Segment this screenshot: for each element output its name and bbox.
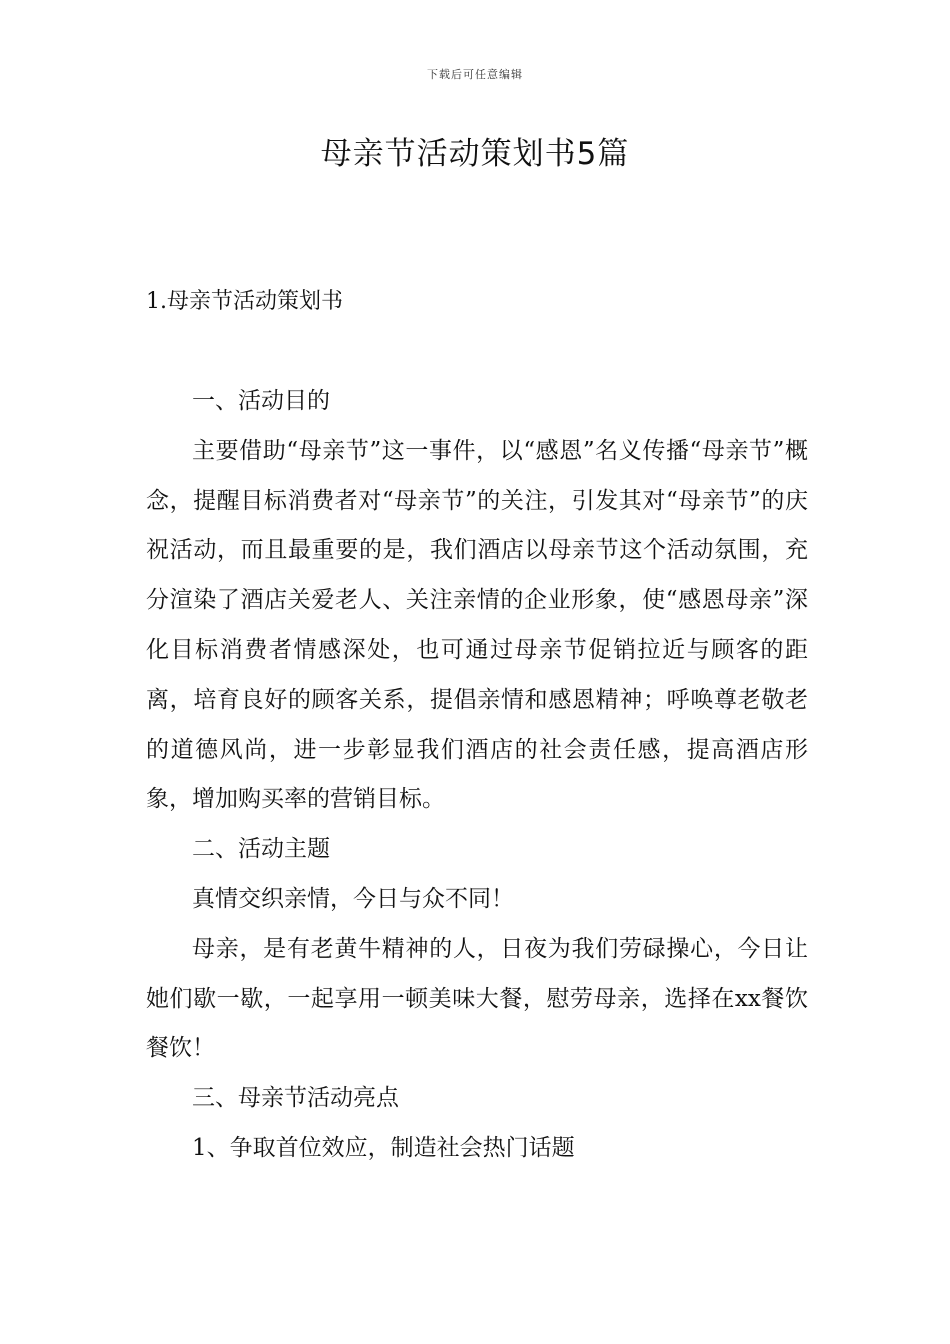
- paragraph-highlight-1: 1、争取首位效应，制造社会热门话题: [192, 1134, 575, 1161]
- heading-theme: 二、活动主题: [192, 836, 330, 863]
- heading-purpose: 一、活动目的: [192, 388, 330, 414]
- header-note: 下载后可任意编辑: [427, 68, 523, 81]
- paragraph-purpose: 主要借助“母亲节”这一事件，以“感恩”名义传播“母亲节”概念，提醒目标消费者对“母亲节”的关注，引发其对“母亲节”的庆祝活动，而且最重要的是，我们酒店以母亲节这个活动氛围，充分渲染了酒店关爱老人、关注亲情的企业形象，使“感恩母亲”深化目标消费者情感深处，也可通过母亲节促销拉近与顾客的距离，培育良好的顾客关系，提倡亲情和感恩精神；呼唤尊老敬老的道德风尚，进一步彰显我们酒店的社会责任感，提高酒店形象，增加购买率的营销目标。: [146, 437, 808, 813]
- document-title: 母亲节活动策划书5篇: [320, 136, 630, 172]
- document-body: [146, 377, 808, 1174]
- heading-highlights: 三、母亲节活动亮点: [192, 1085, 399, 1112]
- paragraph-theme-text: 母亲，是有老黄牛精神的人，日夜为我们劳碌操心，今日让她们歇一歇，一起享用一顿美味大餐，慰劳母亲，选择在xx餐饮餐饮！: [146, 935, 808, 1062]
- section-heading: 1.母亲节活动策划书: [146, 289, 343, 314]
- paragraph-theme-slogan: 真情交织亲情，今日与众不同！: [192, 885, 514, 912]
